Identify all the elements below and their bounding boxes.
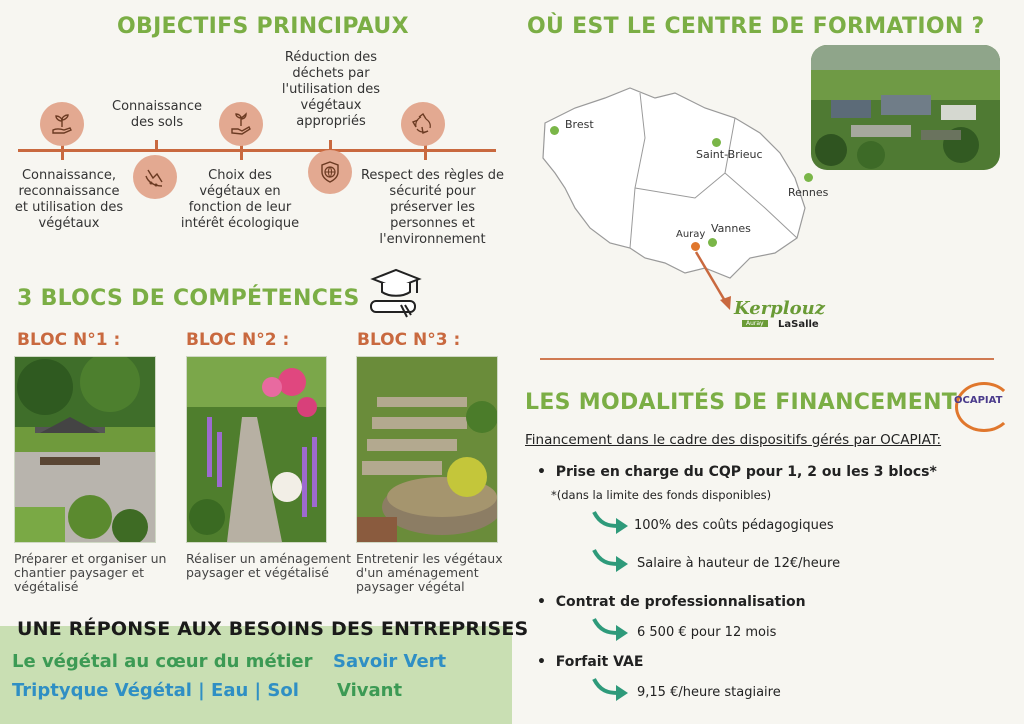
logo-sub: Auray (742, 320, 768, 327)
rennes-label: Rennes (788, 186, 829, 199)
bullet-3-text: Forfait VAE (555, 654, 644, 670)
blocs-title: 3 BLOCS DE COMPÉTENCES (17, 286, 360, 311)
bloc-3-desc: Entretenir les végétaux d'un aménagement paysager végétal (356, 551, 503, 594)
bloc-2-title: BLOC N°2 : (186, 330, 290, 350)
arrow-icon (592, 508, 630, 536)
bloc-3-photo (356, 356, 498, 543)
bullet-1: • Prise en charge du CQP pour 1, 2 ou les 3 blocs* (537, 464, 937, 480)
rennes-dot (804, 173, 813, 182)
reponse-line2a: Triptyque Végétal | Eau | Sol (12, 680, 299, 701)
reponse-title: UNE RÉPONSE AUX BESOINS DES ENTREPRISES (17, 618, 529, 640)
centre-title: OÙ EST LE CENTRE DE FORMATION ? (527, 14, 985, 39)
kerplouz-logo (734, 300, 824, 334)
location-arrow (690, 248, 740, 318)
sub-1b: Salaire à hauteur de 12€/heure (637, 556, 841, 571)
campus-aerial-photo (811, 45, 1000, 170)
bloc-2-desc: Réaliser un aménagement paysager et végétalisé (186, 551, 351, 580)
objectif-label-4: Réduction des déchets par l'utilisation des végétaux appropriés (281, 50, 381, 129)
objectifs-title: OBJECTIFS PRINCIPAUX (117, 14, 409, 39)
ocapiat-badge (952, 380, 1012, 430)
bullet-2-text: Contrat de professionnalisation (555, 594, 806, 610)
reponse-line1a: Le végétal au cœur du métier (12, 651, 313, 672)
bullet-1-text: Prise en charge du CQP pour 1, 2 ou les 3 blocs* (555, 464, 937, 480)
logo-brand: LaSalle (778, 319, 819, 330)
bloc-1-title: BLOC N°1 : (17, 330, 121, 350)
timeline-tick (155, 140, 158, 152)
reponse-line1b: Savoir Vert (333, 651, 447, 672)
objectif-label-2: Connaissance des sols (112, 99, 202, 130)
sub-3: 9,15 €/heure stagiaire (637, 685, 781, 700)
seedling-hand-icon (40, 102, 84, 146)
vannes-label: Vannes (711, 222, 751, 235)
objectif-label-3: Choix des végétaux en fonction de leur intérêt écologique (180, 168, 300, 231)
saint-brieuc-dot (712, 138, 721, 147)
objectif-label-1: Connaissance, reconnaissance et utilisation des végétaux (14, 168, 124, 231)
brest-label: Brest (565, 118, 594, 131)
bloc-1-photo (14, 356, 156, 543)
logo-main: Kerplouz (734, 298, 825, 319)
objectif-label-5: Respect des règles de sécurité pour préserver les personnes et l'environnement (360, 168, 505, 247)
section-divider (540, 358, 994, 360)
saint-brieuc-label: Saint-Brieuc (696, 148, 763, 161)
plant-hand-icon (219, 102, 263, 146)
vannes-dot (708, 238, 717, 247)
bullet-3: • Forfait VAE (537, 654, 644, 670)
shield-globe-icon (308, 150, 352, 194)
bullet-2: • Contrat de professionnalisation (537, 594, 806, 610)
sub-1a: 100% des coûts pédagogiques (634, 518, 834, 533)
financement-intro: Financement dans le cadre des dispositifs gérés par OCAPIAT: (525, 432, 942, 448)
arrow-icon (592, 615, 630, 643)
bloc-1-desc: Préparer et organiser un chantier paysager et végétalisé (14, 551, 167, 594)
reponse-band (0, 626, 512, 724)
ocapiat-label: OCAPIAT (954, 395, 1003, 406)
financement-title: LES MODALITÉS DE FINANCEMENT (525, 390, 958, 415)
reponse-line2b: Vivant (337, 680, 403, 701)
auray-label: Auray (676, 229, 706, 240)
graduation-cap-icon (365, 265, 427, 324)
bloc-2-photo (186, 356, 327, 543)
arrow-icon (592, 546, 630, 574)
arrow-icon (592, 675, 630, 703)
recycle-icon (401, 102, 445, 146)
bloc-3-title: BLOC N°3 : (357, 330, 461, 350)
note-1: *(dans la limite des fonds disponibles) (551, 488, 772, 502)
brest-dot (550, 126, 559, 135)
sub-2: 6 500 € pour 12 mois (637, 625, 777, 640)
soil-hand-icon (133, 155, 177, 199)
